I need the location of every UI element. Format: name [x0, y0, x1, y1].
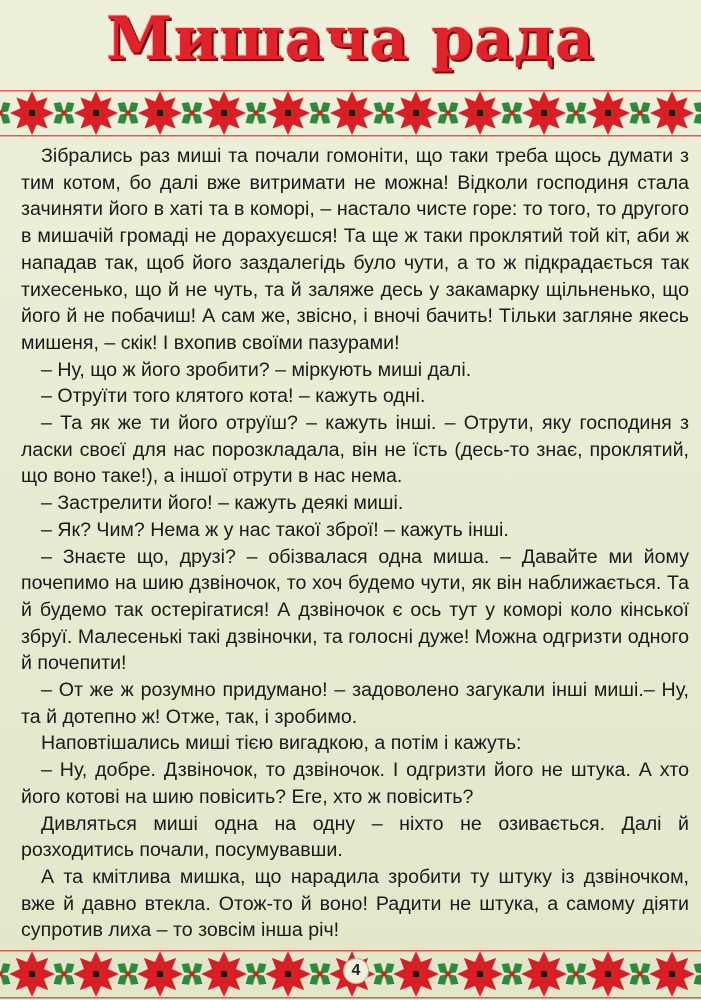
embroidery-leaf [374, 102, 395, 124]
embroidery-edge-line [0, 997, 701, 999]
embroidery-leaf [0, 102, 10, 124]
embroidery-leaf [438, 963, 459, 985]
embroidery-star [202, 91, 246, 135]
paragraph: – От же ж розумно придумано! – задоволено загукали інші миші.– Ну, та й дотепно ж! Отже, так, і зробимо. [21, 679, 689, 728]
embroidery-star [201, 951, 247, 997]
embroidery-star [265, 951, 311, 997]
embroidery-star [330, 91, 374, 135]
paragraph: – Та як же ти його отруїш? – кажуть інші. – Отрути, яку господиня з ласки своєї для нас порозкладала, він не їсть (десь-то знає, проклятий, що воно таке!), а іншої отрути в нас нема. [21, 412, 689, 488]
embroidery-star [521, 951, 567, 997]
paragraph: – Ну, добре. Дзвіночок, то дзвіночок. І одгризти його не штука. А хто його котові на шию повісить? Еге, хто ж повісить? [21, 759, 689, 808]
embroidery-star [458, 91, 502, 135]
page-number: 4 [343, 958, 369, 984]
embroidery-edge-line [0, 90, 701, 92]
paragraph: – Як? Чим? Нема ж у нас такої зброї! – кажуть інші. [41, 518, 509, 541]
embroidery-leaf [502, 963, 523, 985]
embroidery-leaf [566, 963, 587, 985]
embroidery-leaf [118, 102, 139, 124]
story-text [21, 143, 689, 944]
paragraph: А та кмітлива мишка, що нарадила зробити ту штуку із дзвіночком, вже й давно втекла. Отож-то й воно! Радити не штука, а самому діяти супротив лиха – то зовсім інша річ! [21, 865, 689, 942]
embroidery-leaf [310, 963, 331, 985]
embroidery-star [585, 951, 631, 997]
embroidery-star [649, 951, 695, 997]
embroidery-star [266, 91, 310, 135]
paragraph: – Ну, що ж його зробити? – міркують миші далі. [41, 358, 472, 381]
paragraph: – Знаєте що, друзі? – обізвалася одна миша. – Давайте ми йому почепимо на шию дзвіночок, то хоч будемо чути, як він наближається. Та й будемо так остерігатися! А дзвіночок є ось тут у коморі коло кінської збруї. Малесенькі такі дзвіночки, та голосні дуже! Можна одгризти одного й почепити! [21, 545, 689, 675]
embroidery-star [138, 91, 182, 135]
embroidery-leaf [0, 963, 10, 985]
embroidery-leaf [54, 102, 75, 124]
paragraph: Дивляться миші одна на одну – ніхто не озивається. Далі й розходитись почали, посумувавши. [21, 812, 689, 862]
paragraph: – Застрелити його! – кажуть деякі миші. [41, 492, 404, 515]
embroidery-border-top [0, 88, 701, 138]
embroidery-leaf [54, 963, 75, 985]
embroidery-star [522, 91, 566, 135]
paragraph: – Отруїти того клятого кота! – кажуть одні. [41, 385, 426, 408]
embroidery-star [457, 951, 503, 997]
paragraph: Наповтішались миші тією вигадкою, а потім і кажуть: [41, 732, 522, 755]
embroidery-star [650, 91, 694, 135]
embroidery-star [10, 91, 54, 135]
embroidery-leaf [630, 102, 651, 124]
embroidery-star [586, 91, 630, 135]
embroidery-leaf [182, 102, 203, 124]
paragraph: Зібрались раз миші та почали гомоніти, що таки треба щось думати з тим котом, бо далі вже витримати не можна! Відколи господиня стала зачиняти його в хаті та в коморі, – настало чисте горе: то того, то другого в мишачій громаді не дорахуєшся! Та ще ж таки проклятий той кіт, аби ж нападав так, щоб його заздалегідь було чути, а то ж підкрадається так тихесенько, що й не чуть, та й заляже десь у закамарку щільненько, що його й не побачиш! А сам же, звісно, і вночі бачить! Тільки загляне якесь мишеня, – скік! І вхопив своїми пазурами! [21, 145, 689, 354]
embroidery-leaf [118, 963, 139, 985]
page-title: Мишача рада [106, 4, 595, 74]
embroidery-star [394, 91, 438, 135]
embroidery-leaf [694, 102, 701, 124]
embroidery-star [137, 951, 183, 997]
embroidery-leaf [630, 963, 651, 985]
embroidery-star [73, 951, 119, 997]
embroidery-leaf [182, 963, 203, 985]
embroidery-leaf [310, 102, 331, 124]
embroidery-star [9, 951, 55, 997]
embroidery-leaf [502, 102, 523, 124]
embroidery-star [393, 951, 439, 997]
embroidery-leaf [246, 102, 267, 124]
embroidery-leaf [438, 102, 459, 124]
embroidery-edge-line [0, 135, 701, 137]
embroidery-edge-line [0, 950, 701, 952]
embroidery-leaf [246, 963, 267, 985]
embroidery-leaf [566, 102, 587, 124]
embroidery-star [74, 91, 118, 135]
embroidery-leaf [374, 963, 395, 985]
